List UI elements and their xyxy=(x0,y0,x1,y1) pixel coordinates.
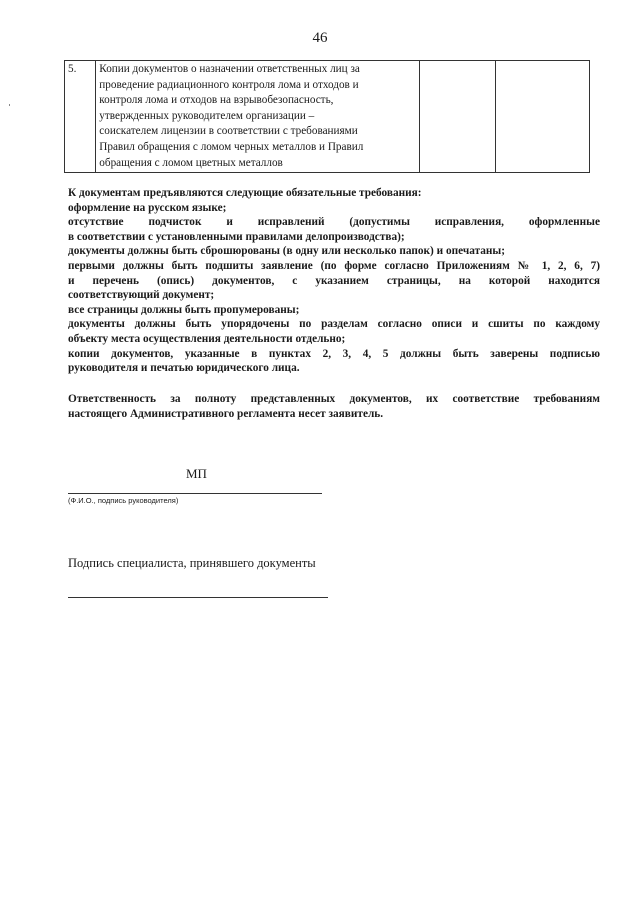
requirement-item: копии документов, указанные в пунктах 2, 3, 4, 5 должны быть заверены подписью xyxy=(68,347,600,360)
requirement-item: отсутствие подчисток и исправлений (допустимы исправления, оформленные xyxy=(68,216,600,229)
row-text-line: Копии документов о назначении ответственных лиц за xyxy=(99,63,360,75)
row-text-line: контроля лома и отходов на взрывобезопасность, xyxy=(99,94,334,107)
row-number-cell: 5. xyxy=(65,61,96,173)
manager-signature-caption: (Ф.И.О., подпись руководителя) xyxy=(68,496,179,505)
requirement-item: первыми должны быть подшиты заявление (по форме согласно Приложениям № 1, 2, 6, 7) xyxy=(68,259,600,272)
requirement-item: руководителя и печатью юридического лица. xyxy=(68,362,300,375)
requirements-heading: К документам предъявляются следующие обязательные требования: xyxy=(68,187,422,199)
empty-cell xyxy=(496,61,590,173)
requirement-item: и перечень (опись) документов, с указанием страницы, на которой находится xyxy=(68,274,600,287)
responsibility-statement xyxy=(68,392,600,421)
specialist-signature-label: Подпись специалиста, принявшего документы xyxy=(68,556,316,570)
table-row xyxy=(65,61,590,173)
stamp-place-label: МП xyxy=(186,466,207,481)
empty-cell xyxy=(420,61,496,173)
row-text-line: Правил обращения с ломом черных металлов и Правил xyxy=(99,140,364,153)
requirement-item: все страницы должны быть пропумерованы; xyxy=(68,303,300,316)
requirements-block xyxy=(68,186,600,376)
page-number: 46 xyxy=(312,30,328,46)
documents-table xyxy=(64,60,590,173)
requirement-item: документы должны быть упорядочены по разделам согласно описи и сшиты по каждому xyxy=(68,318,600,331)
row-text-line: утвержденных руководителем организации – xyxy=(99,109,315,122)
responsibility-line: настоящего Административного регламента несет заявитель. xyxy=(68,407,384,420)
scan-speck xyxy=(9,104,10,106)
row-text-line: обращения с ломом цветных металлов xyxy=(99,156,283,169)
requirement-item: соответствующий документ; xyxy=(68,289,215,302)
row-description-cell xyxy=(96,61,420,173)
specialist-signature-line xyxy=(68,597,328,598)
requirement-item: в соответствии с установленными правилами делопроизводства); xyxy=(68,230,405,243)
row-text-line: проведение радиационного контроля лома и отходов и xyxy=(99,78,359,91)
row-text-line: соискателем лицензии в соответствии с требованиями xyxy=(99,125,358,138)
requirement-item: документы должны быть сброшюрованы (в одну или несколько папок) и опечатаны; xyxy=(68,245,505,258)
manager-signature-line xyxy=(68,493,322,494)
responsibility-line: Ответственность за полноту представленных документов, их соответствие требованиям xyxy=(68,393,600,405)
requirement-item: объекту места осуществления деятельности отдельно; xyxy=(68,332,346,345)
requirement-item: оформление на русском языке; xyxy=(68,201,227,214)
